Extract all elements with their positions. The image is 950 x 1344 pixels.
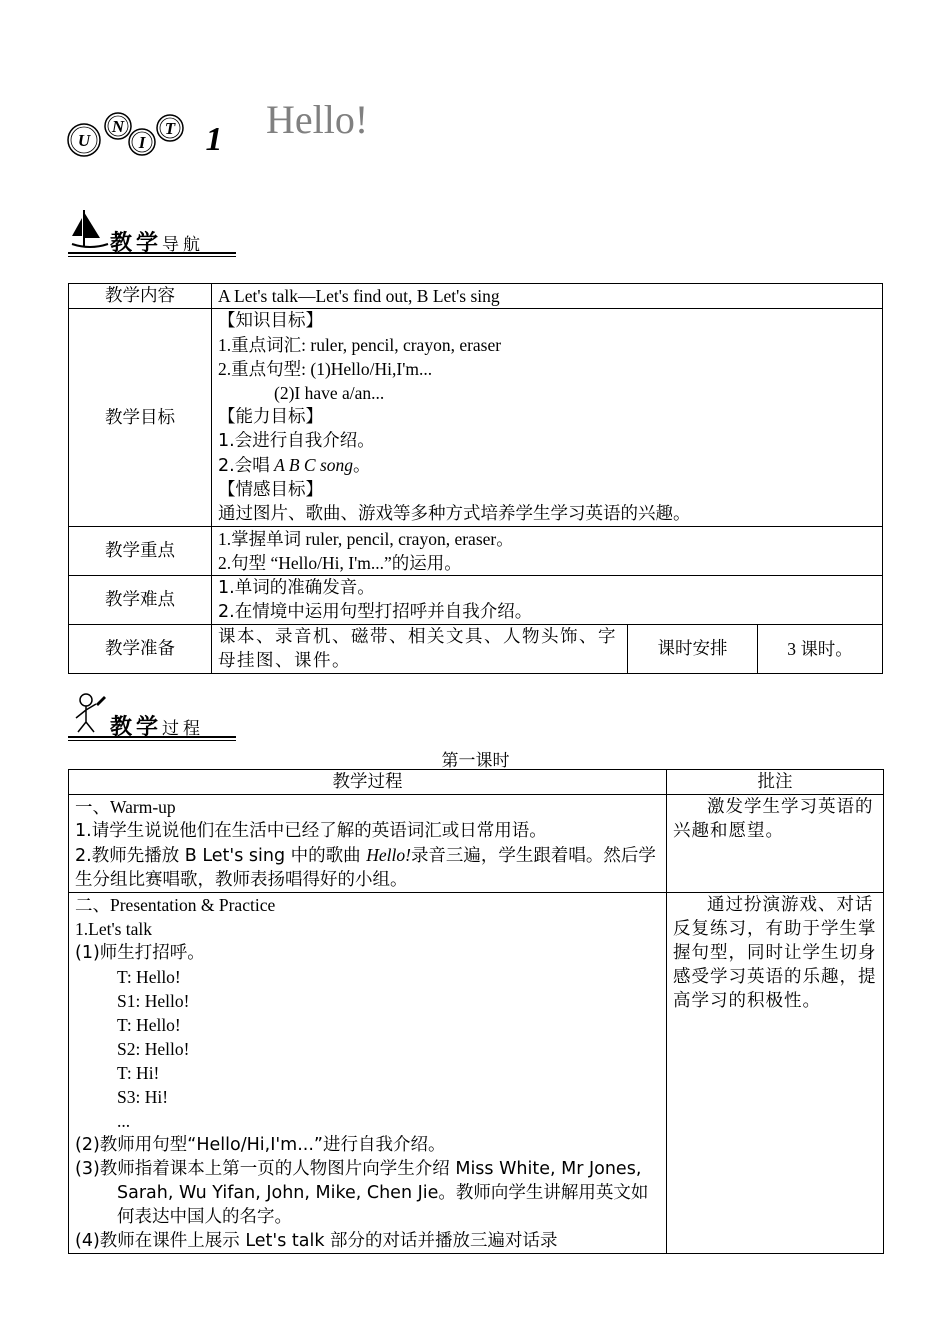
session-title: 第一课时 <box>441 751 510 771</box>
dialogue-line: S1: Hello! <box>117 991 190 1011</box>
process-line: (3)教师指着课本上第一页的人物图片向学生介绍 Miss White, Mr Jones, Sarah, Wu Yifan, John, Mike, Chen Jie。教师向学生讲解用英文如何表达中国人的名字。 <box>75 1159 649 1227</box>
dialogue-line: T: Hello! <box>117 967 181 987</box>
content-label: 教学内容 <box>69 284 212 309</box>
difficulty-label: 教学难点 <box>69 576 212 625</box>
prep-value: 课本、录音机、磁带、相关文具、人物头饰、字母挂图、课件。 <box>212 625 628 674</box>
process-heading-bold: 教学 <box>110 715 163 740</box>
goal-line: 【情感目标】 <box>218 480 323 500</box>
process-row-1 <box>69 795 667 893</box>
unit-title: Hello! <box>266 97 369 142</box>
goals-cell <box>212 309 883 527</box>
goal-line: 1.会进行自我介绍。 <box>218 431 375 451</box>
process-heading-normal: 过程 <box>162 719 205 739</box>
goal-line: 【能力目标】 <box>218 407 323 427</box>
sailboat-icon <box>70 208 110 252</box>
col-process-header: 教学过程 <box>69 770 667 795</box>
dialogue-line: ... <box>117 1111 131 1131</box>
process-line: 2.教师先播放 B Let's sing 中的歌曲 Hello!录音三遍，学生跟着唱。然后学生分组比赛唱歌，教师表扬唱得好的小组。 <box>75 845 656 890</box>
dialogue-line: S2: Hello! <box>117 1039 190 1059</box>
guide-heading <box>66 208 236 258</box>
key-label: 教学重点 <box>69 527 212 576</box>
unit-logo <box>64 108 234 164</box>
key-line: 1.掌握单词 ruler, pencil, crayon, eraser。 <box>218 529 514 549</box>
process-line: 1.Let's talk <box>75 919 153 939</box>
process-line: 二、Presentation & Practice <box>75 895 276 915</box>
process-line: (1)师生打招呼。 <box>75 943 205 963</box>
key-line: 2.句型 “Hello/Hi, I'm...”的运用。 <box>218 553 462 573</box>
unit-letter-t: T <box>164 119 176 138</box>
goals-label: 教学目标 <box>69 309 212 527</box>
goal-line: 2.会唱 A B C song。 <box>218 455 371 476</box>
process-line: (2)教师用句型“Hello/Hi,I'm...”进行自我介绍。 <box>75 1135 446 1155</box>
process-heading <box>66 692 236 742</box>
goal-line: 通过图片、歌曲、游戏等多种方式培养学生学习英语的兴趣。 <box>218 504 691 524</box>
goal-line: (2)I have a/an... <box>274 383 385 403</box>
content-value: A Let's talk—Let's find out, B Let's sing <box>212 284 883 309</box>
process-line: 1.请学生说说他们在生活中已经了解的英语词汇或日常用语。 <box>75 821 547 841</box>
dialogue-line: T: Hi! <box>117 1063 160 1083</box>
key-cell <box>212 527 883 576</box>
guide-heading-normal: 导航 <box>162 235 205 255</box>
col-notes-header: 批注 <box>667 770 884 795</box>
unit-letter-n: N <box>111 117 125 136</box>
schedule-value: 3 课时。 <box>758 625 883 674</box>
unit-letter-u: U <box>77 131 91 150</box>
prep-label: 教学准备 <box>69 625 212 674</box>
process-table <box>68 769 884 1254</box>
guide-table <box>68 283 883 674</box>
dialogue-line: T: Hello! <box>117 1015 181 1035</box>
difficulty-cell <box>212 576 883 625</box>
note-row-1: 激发学生学习英语的兴趣和愿望。 <box>667 795 884 893</box>
difficulty-line: 2.在情境中运用句型打招呼并自我介绍。 <box>218 602 533 622</box>
song-title: Hello! <box>366 845 411 865</box>
goal-line: 1.重点词汇: ruler, pencil, crayon, eraser <box>218 335 502 355</box>
unit-letter-i: I <box>138 133 146 152</box>
process-row-2 <box>69 893 667 1254</box>
process-line: (4)教师在课件上展示 Let's talk 部分的对话并播放三遍对话录 <box>75 1231 558 1251</box>
guide-heading-bold: 教学 <box>110 231 163 256</box>
difficulty-line: 1.单词的准确发音。 <box>218 578 375 598</box>
goal-line: 2.重点句型: (1)Hello/Hi,I'm... <box>218 359 433 379</box>
song-title: A B C song <box>274 455 353 475</box>
goal-line: 【知识目标】 <box>218 311 323 331</box>
process-line: 一、Warm-up <box>75 797 176 817</box>
schedule-label: 课时安排 <box>628 625 758 674</box>
note-row-2: 通过扮演游戏、对话反复练习，有助于学生掌握句型，同时让学生切身感受学习英语的乐趣，提高学习的积极性。 <box>667 893 884 1254</box>
dialogue-line: S3: Hi! <box>117 1087 169 1107</box>
pencil-figure-icon <box>70 692 110 736</box>
unit-number: 1 <box>205 121 223 158</box>
